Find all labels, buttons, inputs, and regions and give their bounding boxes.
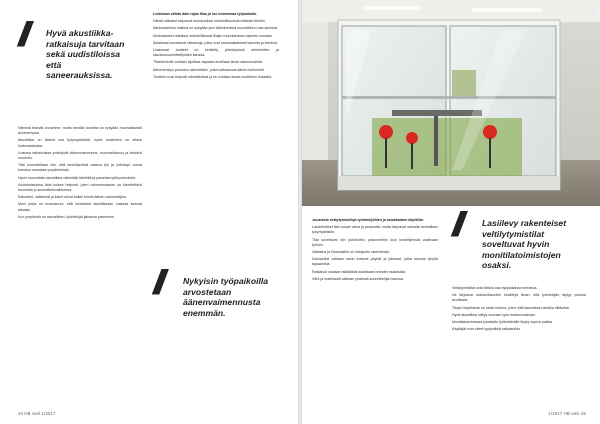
body-paragraph: Vetäytymistilat ovat tärkeä osa nykyaikaista toimistoa. [452,286,538,290]
body-paragraph: Uusissa ratkaisuissa yhdistyvät äänenvaimennus, muunneltavuus ja kestävä muotoilu. [18,150,142,161]
body-paragraph: Kalusteet, väliseinät ja katot voivat kaikki toimia äänen vaimentajina. [18,195,127,200]
body-paragraph: Kalusteiksi valitaan usein korkeat pöydät ja jakkarat, jotka tukevat lyhyitä tapaamisia. [312,257,438,267]
pull-quote-2-text: Nykyisin työpaikoilla arvostetaan äänenvaimennusta enemmän. [183,276,269,318]
pull-quote-2 [153,264,279,318]
column-lead: Loistavan vähän ääni rajaa tilaa ja luo tunnelmaa työpaikalla. [153,12,257,16]
pull-quote-3 [452,206,582,271]
body-paragraph: Värit ja materiaalit valitaan yhdessä suunnittelijan kanssa. [312,276,404,281]
photo-credit: © STARTER, VIM [592,10,596,45]
body-paragraph: Ratkaisut voidaan räätälöidä asiakkaan brändin mukaisiksi. [312,269,407,274]
body-paragraph: Käyttäjät ovat olleet tyytyväisiä ratkaisuihin. [452,327,522,332]
body-paragraph: Nämä ratkaisut tarjoavat monipuolisia mahdollisuuksia erilaisiin tiloihin. [153,19,266,24]
body-paragraph: Hyvin suunniteltu akustiikka vähentää häiriöitä ja parantaa työhyvinvointia. [18,175,137,180]
pull-quote-3-text: Lasiilevy rakenteiset veltilytymistilat soveltuvat hyvin monitilatoimistojen osaksi. [482,218,567,270]
left-page [0,0,298,424]
body-paragraph: Tilat suunnitellaan niin, että keskittymistä vaativa työ ja yhteistyö voivat toteutua samassa ympäristössä. [18,163,142,173]
body-paragraph: Tilaelementit voidaan sijoittaa vapaasti avotilaan ilman rakennustöitä. [153,60,263,65]
body-paragraph: Uusimmat tuotteet on kehitetty yhteistyössä arkkitehtien ja sisustussuunnittelijoiden kanssa. [153,48,279,58]
quote-mark: // [18,16,25,54]
body-paragraph: Tilat soveltuvat niin puheluihin, palavereihin kuin keskittymistä vaativaan työhön. [312,237,438,247]
page-folio-right: 1/2017 HB vieli 45 [548,411,586,416]
body-paragraph: Äänimaailman hallinta on nykyään yksi tärkeimmistä suunnittelun osa-alueista. [153,26,278,31]
body-paragraph: Nämmä tekevät orvoimme, mutta meidän toiminta on nykyään huomattavasti avoimempaa. [18,126,142,136]
left-column-1 [18,126,142,402]
pull-quote-1 [18,16,128,81]
body-paragraph: Moni yritys on huomannut, että investointi akustiikkaan maksaa itsensä takaisin. [18,202,142,212]
body-paragraph: Akustiikka on tärkeä osa työympäristöä, myös tuotteiden on oltava korkealaatuisia. [18,138,142,148]
quote-mark: // [452,206,459,244]
column-lead: Joustavia vetäytymistiloja työntekijöiden ja asiakkaiden käyttöön. [312,218,425,222]
body-paragraph: Lasiseinäiset tilat tuovat valoa ja avaruutta, mutta tarjoavat samalla rauhallisen työympäristön. [312,225,438,235]
body-paragraph: Modulaariset ratkaisut mahdollistavat tilojen muuntamisen tarpeen mukaan. [153,33,274,38]
pull-quote-1-text: Hyvä akustiikka-ratkaisuja tarvitaan sekä uudistiloissa että saneerauksissa. [46,28,125,80]
body-paragraph: Asiakkaat arvostavat ratkaisuja, jotka ovat samanaikaisesti kauniita ja toimivia. [153,40,278,45]
body-paragraph: Kun ympäristö on rauhallinen, työntekijät jaksavat paremmin. [18,214,115,219]
body-paragraph: Ne tarjoavat mahdollisuuden keskittyä ilman, että työntekijän täytyy poistua avotilasta. [452,293,586,303]
quote-mark: // [153,264,160,302]
body-paragraph: Avotoimistoissa ääni kulkee helposti, joten vaimennukseen on kiinnitettävä huomiota jo suunnitteluvaiheessa. [18,182,142,193]
right-page [302,0,600,424]
body-paragraph: Tilojen käyttöaste on usein korkea, joten niitä kannattaa hankkia riittävästi. [452,305,570,310]
body-paragraph: Valaistus ja ilmanvaihto on integroitu rakenteisiin. [312,250,391,255]
body-paragraph: Tuotteet ovat helposti siirrettävissä ja ne voidaan koota uudelleen toisaalla. [153,74,273,79]
body-paragraph: Monitilatoimistossa jokaiselle työtehtävälle löytyy sopiva paikka. [452,320,554,325]
page-folio-left: 44 HB vieli 1/2017 [18,411,56,416]
right-column-2 [452,286,586,408]
body-paragraph: Hyvä akustiikka näkyy suoraan työn tuottavuudessa. [452,312,536,317]
left-column-2 [153,12,279,270]
office-pods-photo [302,0,600,206]
body-paragraph: Ääneneristys perustuu rakenteisiin, jotka katkaisevat äänen kulkureitit. [153,67,265,72]
right-column-1 [312,218,438,408]
photo-illustration [302,0,600,206]
